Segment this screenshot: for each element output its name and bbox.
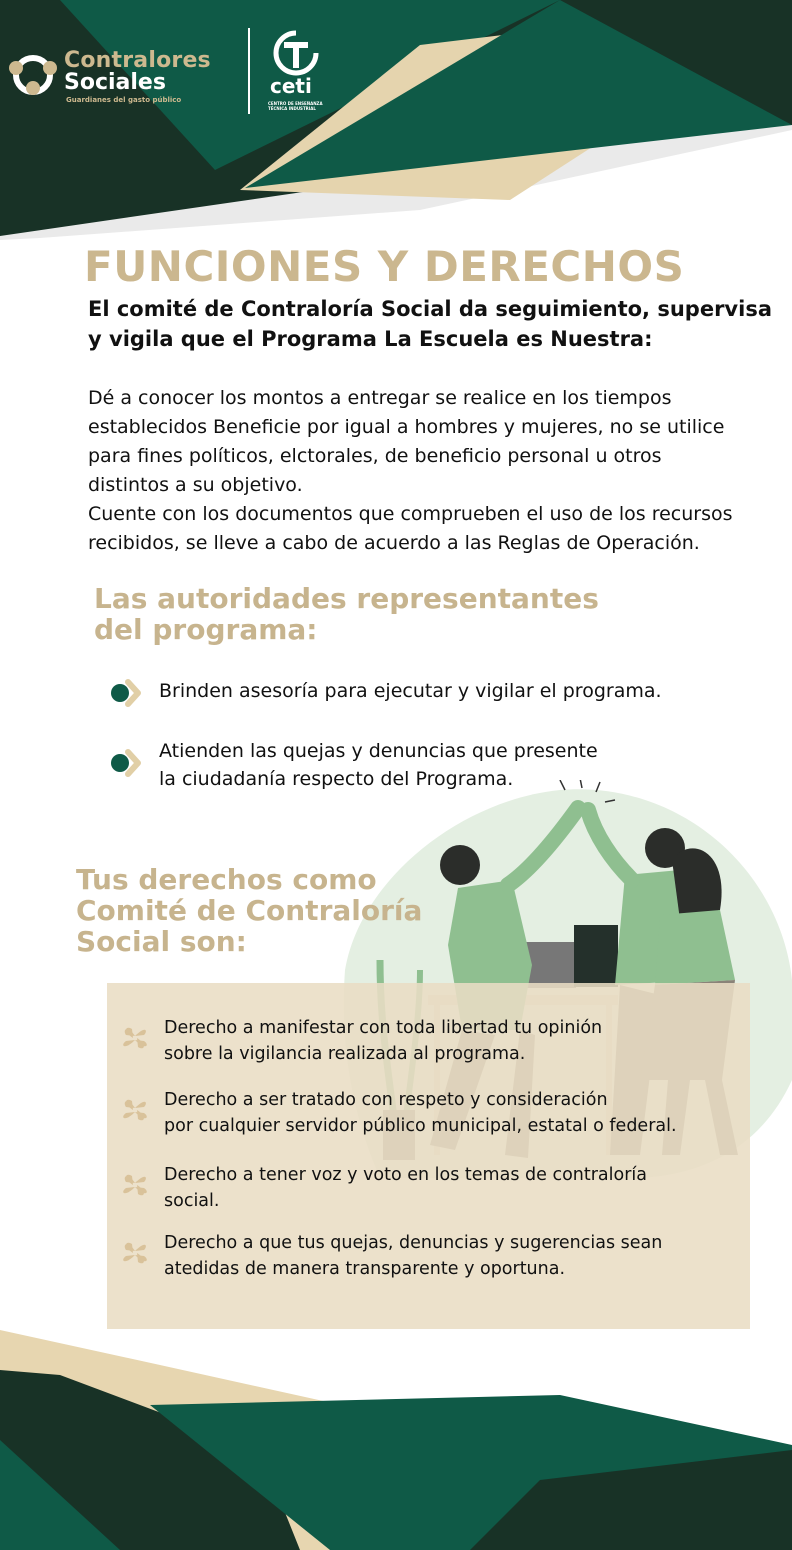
- heart-clover-icon: [118, 1168, 152, 1202]
- brand-line-2: Sociales: [64, 70, 166, 95]
- rights-heading-line: Tus derechos como: [76, 863, 377, 896]
- brand-line-1: Contralores: [64, 48, 211, 73]
- ceti-subtitle: CENTRO DE ENSEÑANZA TÉCNICA INDUSTRIAL: [268, 101, 323, 111]
- right-item-text: [164, 1087, 677, 1139]
- heart-clover-icon: [118, 1236, 152, 1270]
- rights-heading-line: Social son:: [76, 925, 247, 958]
- heart-clover-icon: [118, 1093, 152, 1127]
- body-line: Dé a conocer los montos a entregar se realice en los tiempos: [88, 387, 672, 409]
- authorities-heading: [94, 583, 599, 645]
- right-item-line: atedidas de manera transparente y oportuna.: [164, 1259, 566, 1279]
- logo-divider: [248, 28, 250, 114]
- right-item: [118, 1087, 748, 1141]
- brand-tagline: Guardianes del gasto público: [66, 96, 182, 104]
- right-item: [118, 1162, 748, 1216]
- authority-item-line: Atienden las quejas y denuncias que presente: [159, 740, 598, 762]
- right-item-line: por cualquier servidor público municipal, estatal o federal.: [164, 1116, 677, 1136]
- intro-subtitle: [88, 294, 772, 354]
- subtitle-line: y vigila que el Programa La Escuela es Nuestra:: [88, 327, 653, 351]
- authority-item-text: [159, 737, 598, 793]
- authorities-heading-line: Las autoridades representantes: [94, 582, 599, 615]
- body-line: establecidos Beneficie por igual a hombres y mujeres, no se utilice: [88, 416, 725, 438]
- right-item-line: social.: [164, 1191, 220, 1211]
- right-item-line: Derecho a ser tratado con respeto y consideración: [164, 1090, 608, 1110]
- authority-item-text: [159, 677, 662, 705]
- right-item-text: [164, 1015, 602, 1067]
- right-item-text: [164, 1162, 647, 1214]
- body-line: para fines políticos, elctorales, de beneficio personal u otros: [88, 445, 662, 467]
- right-item-line: Derecho a manifestar con toda libertad tu opinión: [164, 1018, 603, 1038]
- ceti-emblem-icon: [268, 30, 324, 76]
- heart-clover-icon: [118, 1021, 152, 1055]
- footer-decoration: [0, 1330, 792, 1550]
- right-item-line: Derecho a tener voz y voto en los temas de contraloría: [164, 1165, 647, 1185]
- body-line: recibidos, se lleve a cabo de acuerdo a las Reglas de Operación.: [88, 532, 700, 554]
- body-line: distintos a su objetivo.: [88, 474, 303, 496]
- subtitle-line: El comité de Contraloría Social da seguimiento, supervisa: [88, 297, 772, 321]
- authority-item-line: Brinden asesoría para ejecutar y vigilar el programa.: [159, 680, 662, 702]
- authority-item: [110, 677, 670, 707]
- authority-item: [110, 737, 670, 797]
- chevron-dot-bullet-icon: [110, 749, 150, 779]
- intro-body: [88, 384, 768, 558]
- right-item-line: Derecho a que tus quejas, denuncias y sugerencias sean: [164, 1233, 663, 1253]
- header-decoration: [0, 0, 792, 245]
- rights-heading-line: Comité de Contraloría: [76, 894, 423, 927]
- right-item: [118, 1015, 748, 1069]
- authority-item-line: la ciudadanía respecto del Programa.: [159, 768, 514, 790]
- people-circle-icon: [6, 54, 60, 96]
- ceti-wordmark: ceti: [270, 74, 312, 98]
- page-title: FUNCIONES Y DERECHOS: [84, 242, 685, 291]
- right-item-line: sobre la vigilancia realizada al programa.: [164, 1044, 526, 1064]
- rights-heading: [76, 864, 422, 957]
- body-line: Cuente con los documentos que comprueben el uso de los recursos: [88, 503, 733, 525]
- chevron-dot-bullet-icon: [110, 679, 150, 709]
- right-item-text: [164, 1230, 662, 1282]
- right-item: [118, 1230, 748, 1284]
- authorities-heading-line: del programa:: [94, 613, 318, 646]
